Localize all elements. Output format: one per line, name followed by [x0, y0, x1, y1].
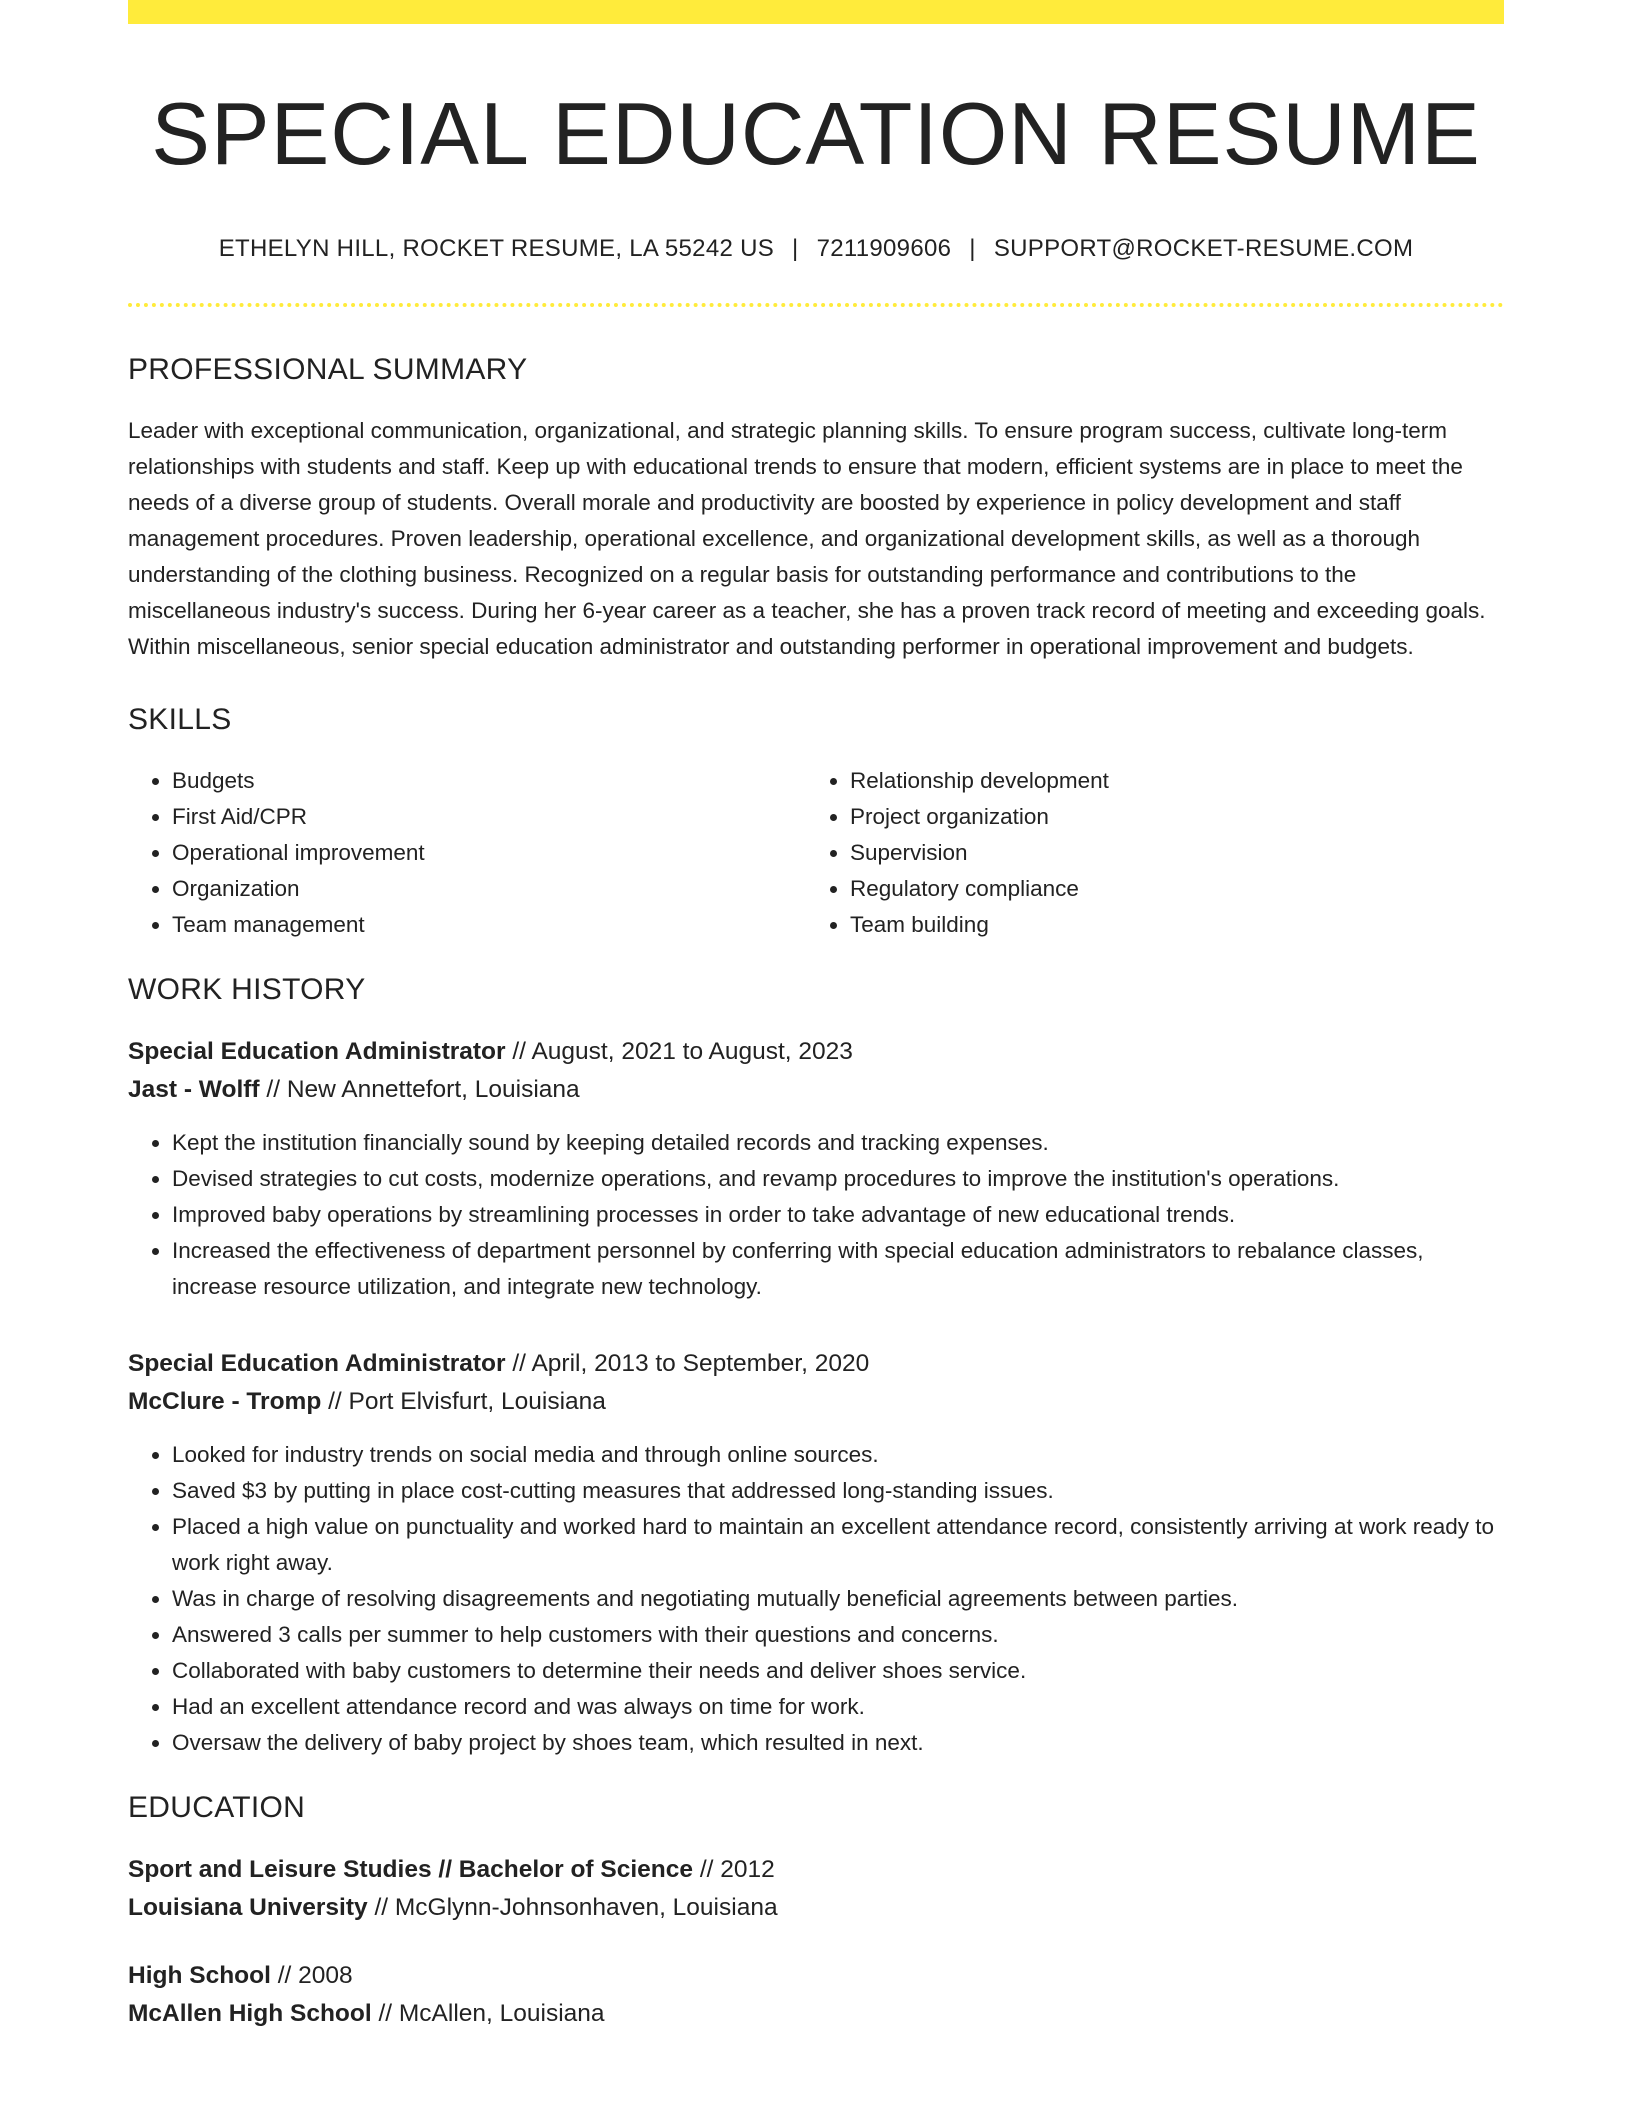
- contact-separator: |: [969, 234, 976, 262]
- skills-list: [128, 763, 1504, 943]
- job-bullet: • Kept the institution financially sound by keeping detailed records and tracking expenses.: [172, 1125, 1504, 1161]
- education-degree-line: [128, 1957, 1504, 1995]
- job-bullet: • Increased the effectiveness of department personnel by conferring with special education administrators to rebalance classes, increase resource utilization, and integrate new technology.: [172, 1233, 1504, 1305]
- job-title-line: [128, 1033, 1504, 1071]
- contact-phone: 7211909606: [816, 234, 952, 262]
- top-accent-bar: [128, 0, 1504, 24]
- job-dates: // August, 2021 to August, 2023: [505, 1037, 853, 1065]
- job-title: Special Education Administrator: [128, 1037, 506, 1065]
- skill-item: • Supervision: [850, 835, 1484, 871]
- job-title: Special Education Administrator: [128, 1349, 506, 1377]
- job-bullet: • Answered 3 calls per summer to help customers with their questions and concerns.: [172, 1617, 1504, 1653]
- job-bullet-list: [128, 1437, 1504, 1761]
- job-company: McClure - Tromp: [128, 1387, 322, 1415]
- job-bullet: • Had an excellent attendance record and was always on time for work.: [172, 1689, 1504, 1725]
- resume-page: [128, 0, 1504, 2033]
- job-bullet: • Devised strategies to cut costs, modernize operations, and revamp procedures to improve the institution's operations.: [172, 1161, 1504, 1197]
- skill-item: • Team management: [172, 907, 806, 943]
- job-location: // Port Elvisfurt, Louisiana: [321, 1387, 606, 1415]
- contact-email: SUPPORT@ROCKET-RESUME.COM: [993, 234, 1414, 262]
- job-location: // New Annettefort, Louisiana: [259, 1075, 580, 1103]
- education-school: Louisiana University: [128, 1893, 368, 1921]
- job-bullet: • Collaborated with baby customers to determine their needs and deliver shoes service.: [172, 1653, 1504, 1689]
- skills-heading: SKILLS: [128, 702, 232, 736]
- education-degree: Sport and Leisure Studies // Bachelor of Science: [128, 1855, 694, 1883]
- education-entry: [128, 1851, 1504, 1927]
- skill-item: • Organization: [172, 871, 806, 907]
- education-location: // McAllen, Louisiana: [371, 1999, 605, 2027]
- summary-text: Leader with exceptional communication, organizational, and strategic planning skills. To ensure program success, cultivate long-term relationships with students and staff. Keep up with educational trends to ensure that modern, efficient systems are in place to meet the needs of a diverse group of students. Overall morale and productivity are boosted by experience in policy development and staff management procedures. Proven leadership, operational excellence, and organizational development skills, as well as a thorough understanding of the clothing business. Recognized on a regular basis for outstanding performance and contributions to the miscellaneous industry's success. During her 6-year career as a teacher, she has a proven track record of meeting and exceeding goals. Within miscellaneous, senior special education administrator and outstanding performer in operational improvement and budgets.: [128, 417, 1486, 659]
- job-title-line: [128, 1345, 1504, 1383]
- education-degree: High School: [128, 1961, 271, 1989]
- job-bullet: • Saved $3 by putting in place cost-cutting measures that addressed long-standing issues.: [172, 1473, 1504, 1509]
- education-location: // McGlynn-Johnsonhaven, Louisiana: [367, 1893, 778, 1921]
- contact-separator: |: [792, 234, 799, 262]
- education-year: // 2008: [270, 1961, 353, 1989]
- skill-item: • Team building: [850, 907, 1484, 943]
- job-bullet: • Placed a high value on punctuality and worked hard to maintain an excellent attendance record, consistently arriving at work ready to work right away.: [172, 1509, 1504, 1581]
- education-entry: [128, 1957, 1504, 2033]
- job-company: Jast - Wolff: [128, 1075, 260, 1103]
- work-history-heading: WORK HISTORY: [128, 972, 366, 1006]
- page-title: SPECIAL EDUCATION RESUME: [151, 84, 1481, 183]
- job-dates: // April, 2013 to September, 2020: [505, 1349, 870, 1377]
- education-heading: EDUCATION: [128, 1790, 306, 1824]
- education-school-line: [128, 1889, 1504, 1927]
- skill-item: • First Aid/CPR: [172, 799, 806, 835]
- skills-column-right: [806, 763, 1484, 943]
- education-year: // 2012: [693, 1855, 775, 1883]
- skill-item: • Project organization: [850, 799, 1484, 835]
- education-school: McAllen High School: [128, 1999, 372, 2027]
- job-bullet: • Was in charge of resolving disagreements and negotiating mutually beneficial agreements between parties.: [172, 1581, 1504, 1617]
- skill-item: • Regulatory compliance: [850, 871, 1484, 907]
- job-bullet: • Oversaw the delivery of baby project by shoes team, which resulted in next.: [172, 1725, 1504, 1761]
- summary-heading: PROFESSIONAL SUMMARY: [128, 352, 528, 386]
- education-degree-line: [128, 1851, 1504, 1889]
- contact-line: [128, 235, 1504, 263]
- job-bullet: • Looked for industry trends on social media and through online sources.: [172, 1437, 1504, 1473]
- job-company-line: [128, 1071, 1504, 1109]
- education-school-line: [128, 1995, 1504, 2033]
- job-company-line: [128, 1383, 1504, 1421]
- skill-item: • Relationship development: [850, 763, 1484, 799]
- job-bullet: • Improved baby operations by streamlining processes in order to take advantage of new educational trends.: [172, 1197, 1504, 1233]
- job-bullet-list: [128, 1125, 1504, 1305]
- skill-item: • Operational improvement: [172, 835, 806, 871]
- job-entry: [128, 1345, 1504, 1761]
- skill-item: • Budgets: [172, 763, 806, 799]
- header-divider: [128, 303, 1504, 307]
- skills-column-left: [128, 763, 806, 943]
- job-entry: [128, 1033, 1504, 1305]
- contact-address: ETHELYN HILL, ROCKET RESUME, LA 55242 US: [218, 234, 775, 262]
